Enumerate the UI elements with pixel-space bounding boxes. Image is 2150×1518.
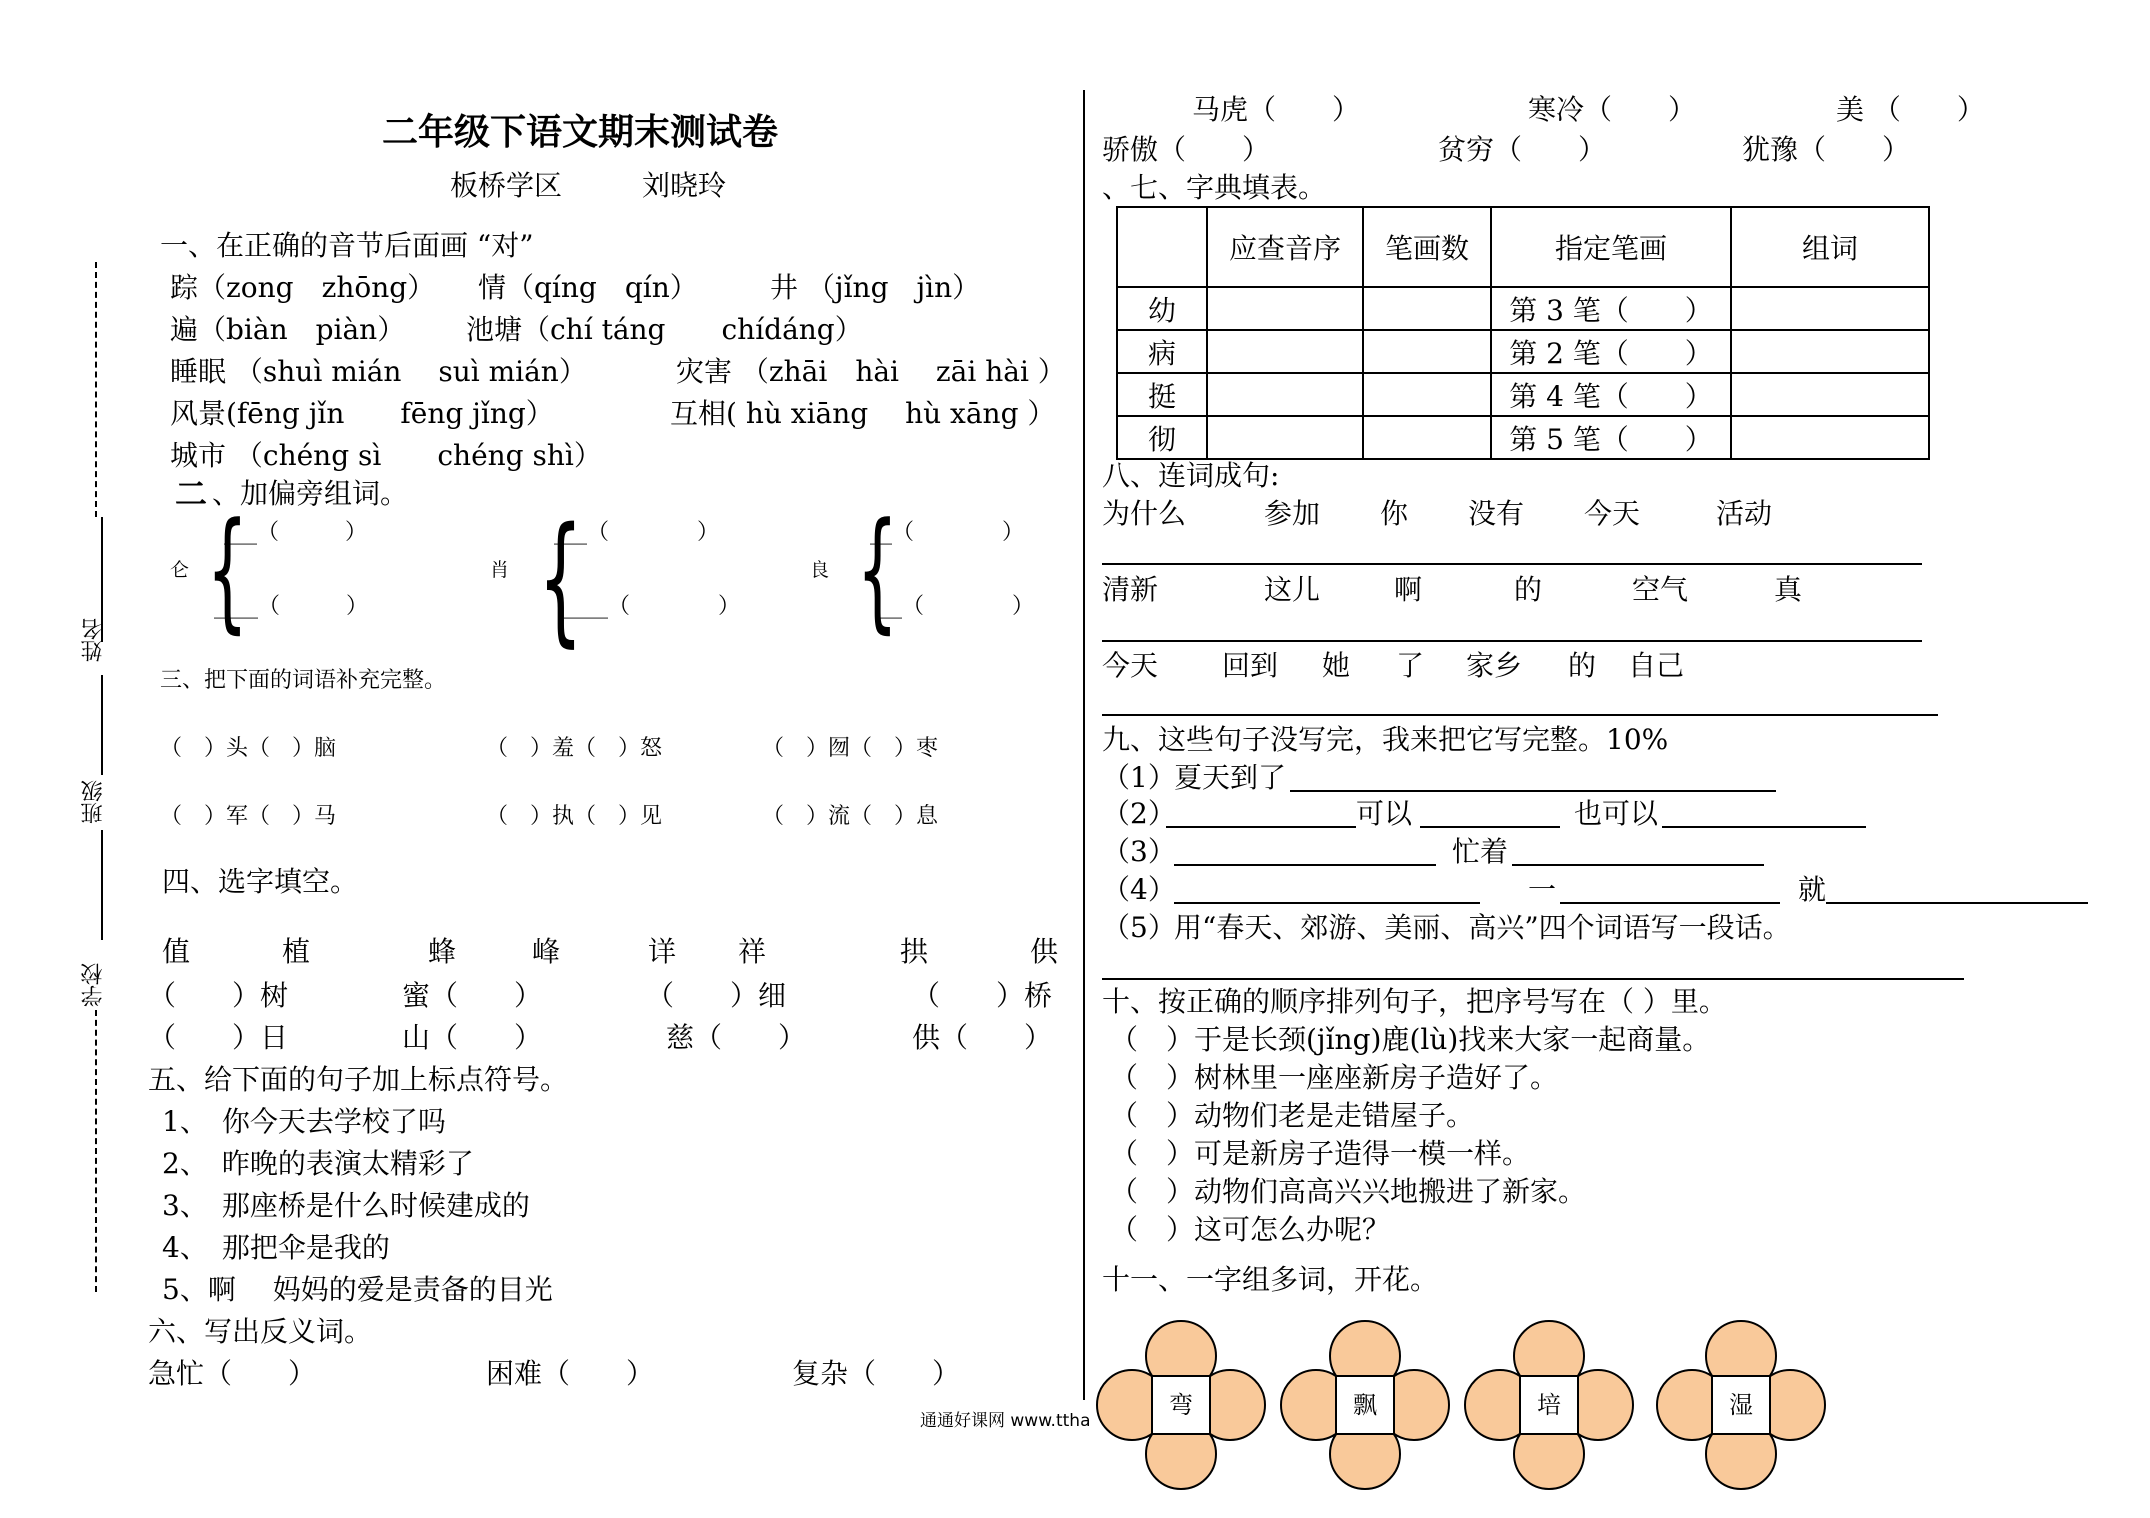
q2-char: 仑 xyxy=(170,559,190,581)
flower xyxy=(1464,1320,1634,1490)
q10-heading: 十、按正确的顺序排列句子，把序号写在（ ）里。 xyxy=(1102,985,1727,1018)
q6-heading: 六、写出反义词。 xyxy=(148,1315,373,1348)
answer-line[interactable] xyxy=(1174,902,1480,904)
table-cell[interactable] xyxy=(1207,330,1363,373)
q3-heading: 三、把下面的词语补充完整。 xyxy=(160,668,447,693)
answer-line[interactable] xyxy=(1102,978,1964,980)
q3-item: （ ）囫（ ）枣 xyxy=(762,736,939,761)
q9-num: （4） xyxy=(1102,873,1176,906)
q4-blank: 山（ ） xyxy=(402,1021,543,1054)
table-cell: 第 2 笔（ ） xyxy=(1491,330,1731,373)
q9-num: （2） xyxy=(1102,797,1176,830)
answer-line[interactable] xyxy=(1102,563,1922,565)
table-cell[interactable] xyxy=(1363,287,1491,330)
q8-word: 家乡 xyxy=(1466,649,1523,682)
table-header: 笔画数 xyxy=(1363,207,1491,287)
q1-item: 灾害 （zhāi hài zāi hài ） xyxy=(676,355,1066,388)
q1-item: 风景(fēng jǐn fēng jǐng） xyxy=(170,397,554,430)
q10-item: （ ）可是新房子造得一模一样。 xyxy=(1110,1137,1531,1170)
q4-char: 峰 xyxy=(532,935,561,968)
q8-word: 没有 xyxy=(1468,497,1525,530)
q4-blank: （ ）日 xyxy=(148,1021,289,1054)
answer-line[interactable] xyxy=(1166,826,1356,828)
table-cell: 幼 xyxy=(1117,287,1207,330)
q1-heading: 一、在正确的音节后面画 “对” xyxy=(160,229,534,262)
author: 刘晓玲 xyxy=(642,169,727,202)
answer-line[interactable] xyxy=(1290,790,1776,792)
q7-heading: 、七、字典填表。 xyxy=(1102,171,1327,204)
flower xyxy=(1096,1320,1266,1490)
answer-line[interactable] xyxy=(1102,714,1938,716)
q4-blank: （ ）细 xyxy=(646,979,787,1012)
q2-heading-num: 二 xyxy=(175,475,208,513)
q2-char: 肖 xyxy=(490,559,510,581)
q3-item: （ ）羞（ ）怒 xyxy=(486,736,663,761)
q4-blank: 供（ ） xyxy=(912,1021,1053,1054)
table-header: 组词 xyxy=(1731,207,1929,287)
q2-char: 良 xyxy=(810,559,830,581)
footer-watermark: 通通好课网 www.ttha xyxy=(920,1411,1091,1431)
flower-center: 弯 xyxy=(1151,1375,1211,1435)
answer-line[interactable] xyxy=(1826,902,2088,904)
q2-blank: __（ ） xyxy=(870,520,1025,545)
flower-center: 培 xyxy=(1519,1375,1579,1435)
q1-item: 互相( hù xiāng hù xāng ） xyxy=(670,397,1056,430)
q4-char: 植 xyxy=(282,935,311,968)
binding-line-bottom xyxy=(95,1010,97,1292)
q4-char: 值 xyxy=(162,935,191,968)
table-cell[interactable] xyxy=(1731,416,1929,459)
q3-item: （ ）执（ ）见 xyxy=(486,804,663,829)
brace-icon: { xyxy=(206,494,249,646)
q8-word: 空气 xyxy=(1632,573,1689,606)
q6-item: 马虎（ ） xyxy=(1192,93,1361,126)
q6-item: 急忙（ ） xyxy=(148,1357,317,1390)
q9-part: 就 xyxy=(1798,873,1827,906)
q5-heading: 五、给下面的句子加上标点符号。 xyxy=(148,1063,569,1096)
name-label: 姓名 xyxy=(81,618,106,662)
q6-item: 寒冷（ ） xyxy=(1528,93,1697,126)
table-cell: 挺 xyxy=(1117,373,1207,416)
page-title: 二年级下语文期末测试卷 xyxy=(382,111,779,153)
q6-item: 复杂（ ） xyxy=(792,1357,961,1390)
column-divider xyxy=(1083,90,1085,1400)
q3-item: （ ）头（ ）脑 xyxy=(160,736,337,761)
answer-line[interactable] xyxy=(1560,902,1780,904)
answer-line[interactable] xyxy=(1662,826,1866,828)
table-header xyxy=(1117,207,1207,287)
brace-icon: { xyxy=(538,498,583,661)
q4-blank: 蜜（ ） xyxy=(402,979,543,1012)
q4-char: 详 xyxy=(648,935,677,968)
district: 板桥学区 xyxy=(450,169,563,202)
q8-word: 真 xyxy=(1774,573,1803,606)
q10-item: （ ）动物们老是走错屋子。 xyxy=(1110,1099,1475,1132)
q4-char: 拱 xyxy=(900,935,929,968)
q6-item: 美 （ ） xyxy=(1836,93,1985,126)
q2-blank: ____（ ） xyxy=(214,594,369,619)
q8-word: 清新 xyxy=(1102,573,1159,606)
q9-part: 忙着 xyxy=(1452,835,1509,868)
flower xyxy=(1280,1320,1450,1490)
q4-blank: （ ）桥 xyxy=(912,979,1053,1012)
table-cell[interactable] xyxy=(1207,287,1363,330)
q10-item: （ ）动物们高高兴兴地搬进了新家。 xyxy=(1110,1175,1587,1208)
q9-part: 夏天到了 xyxy=(1174,761,1287,794)
q9-part: 可以 xyxy=(1356,797,1413,830)
q8-word: 你 xyxy=(1380,497,1409,530)
table-cell[interactable] xyxy=(1363,373,1491,416)
q2-blank: ___（ ） xyxy=(224,520,368,545)
binding-line xyxy=(101,675,103,775)
q9-part: 也可以 xyxy=(1574,797,1659,830)
q8-word: 自己 xyxy=(1628,649,1685,682)
q10-item: （ ）于是长颈(jǐng)鹿(lù)找来大家一起商量。 xyxy=(1110,1023,1711,1056)
dictionary-table xyxy=(1116,206,1930,460)
table-header: 指定笔画 xyxy=(1491,207,1731,287)
q5-item: 2、 昨晚的表演太精彩了 xyxy=(162,1147,474,1180)
q1-item: 城市 （chéng sì chéng shì） xyxy=(170,439,602,472)
q4-char: 祥 xyxy=(738,935,767,968)
answer-line[interactable] xyxy=(1420,826,1560,828)
q2-heading: 、加偏旁组词。 xyxy=(212,477,409,510)
q8-word: 参加 xyxy=(1264,497,1321,530)
q2-blank: __（ ） xyxy=(880,594,1035,619)
table-cell[interactable] xyxy=(1363,416,1491,459)
q11-heading: 十一、一字组多词，开花。 xyxy=(1102,1263,1439,1296)
q1-item: 池塘（chí táng chídáng） xyxy=(466,313,863,346)
q5-item: 3、 那座桥是什么时候建成的 xyxy=(162,1189,530,1222)
q1-item: 情（qíng qín） xyxy=(478,271,698,304)
q8-word: 了 xyxy=(1396,649,1425,682)
table-header: 应查音序 xyxy=(1207,207,1363,287)
q1-item: 睡眠 （shuì mián suì mián） xyxy=(170,355,587,388)
class-label: 班级 xyxy=(81,780,106,824)
flower-center: 飘 xyxy=(1335,1375,1395,1435)
q8-word: 为什么 xyxy=(1102,497,1187,530)
q5-item: 1、 你今天去学校了吗 xyxy=(162,1105,446,1138)
table-cell: 第 5 笔（ ） xyxy=(1491,416,1731,459)
q6-item: 贫穷（ ） xyxy=(1438,133,1607,166)
q1-item: 遍（biàn piàn） xyxy=(170,313,406,346)
q3-item: （ ）流（ ）息 xyxy=(762,804,939,829)
table-cell[interactable] xyxy=(1731,373,1929,416)
table-cell: 第 4 笔（ ） xyxy=(1491,373,1731,416)
binding-line-top xyxy=(95,262,97,517)
q2-blank: ___（ ） xyxy=(554,520,720,545)
q1-item: 井 （jǐng jìn） xyxy=(770,271,981,304)
table-cell[interactable] xyxy=(1731,287,1929,330)
table-cell[interactable] xyxy=(1207,416,1363,459)
answer-line[interactable] xyxy=(1174,864,1436,866)
q6-item: 困难（ ） xyxy=(486,1357,655,1390)
q8-word: 今天 xyxy=(1584,497,1641,530)
table-cell: 彻 xyxy=(1117,416,1207,459)
table-cell: 病 xyxy=(1117,330,1207,373)
q4-heading: 四、选字填空。 xyxy=(162,865,359,898)
table-cell[interactable] xyxy=(1731,330,1929,373)
q6-item: 骄傲（ ） xyxy=(1102,133,1271,166)
q4-char: 蜂 xyxy=(428,935,457,968)
school-label: 学校 xyxy=(81,963,106,1007)
q3-item: （ ）军（ ）马 xyxy=(160,804,337,829)
q9-heading: 九、这些句子没写完，我来把它写完整。10% xyxy=(1102,723,1669,756)
answer-line[interactable] xyxy=(1512,864,1764,866)
q4-blank: （ ）树 xyxy=(148,979,289,1012)
answer-line[interactable] xyxy=(1102,640,1922,642)
q8-word: 的 xyxy=(1568,649,1597,682)
q8-heading: 八、连词成句: xyxy=(1102,459,1280,492)
q8-word: 这儿 xyxy=(1264,573,1321,606)
q8-word: 回到 xyxy=(1222,649,1279,682)
brace-icon: { xyxy=(856,494,899,646)
q5-item: 5、啊 妈妈的爱是责备的目光 xyxy=(162,1273,553,1306)
q9-part: 一 xyxy=(1528,873,1557,906)
q9-num: （5） xyxy=(1102,911,1176,944)
table-cell[interactable] xyxy=(1363,330,1491,373)
q9-part: 用“春天、郊游、美丽、高兴”四个词语写一段话。 xyxy=(1174,911,1791,944)
q6-item: 犹豫（ ） xyxy=(1742,133,1911,166)
q2-blank: ____（ ） xyxy=(564,594,741,619)
q8-word: 的 xyxy=(1514,573,1543,606)
table-cell: 第 3 笔（ ） xyxy=(1491,287,1731,330)
q4-blank: 慈（ ） xyxy=(666,1021,807,1054)
q10-item: （ ）这可怎么办呢？ xyxy=(1110,1213,1391,1246)
binding-line xyxy=(101,830,103,940)
flower xyxy=(1656,1320,1826,1490)
q8-word: 今天 xyxy=(1102,649,1159,682)
q8-word: 她 xyxy=(1322,649,1351,682)
q1-item: 踪（zong zhōng） xyxy=(170,271,436,304)
flower-center: 湿 xyxy=(1711,1375,1771,1435)
q8-word: 活动 xyxy=(1716,497,1773,530)
q9-num: （1） xyxy=(1102,761,1176,794)
q10-item: （ ）树林里一座座新房子造好了。 xyxy=(1110,1061,1559,1094)
q9-num: （3） xyxy=(1102,835,1176,868)
q5-item: 4、 那把伞是我的 xyxy=(162,1231,390,1264)
q4-char: 供 xyxy=(1030,935,1059,968)
table-cell[interactable] xyxy=(1207,373,1363,416)
q8-word: 啊 xyxy=(1394,573,1423,606)
